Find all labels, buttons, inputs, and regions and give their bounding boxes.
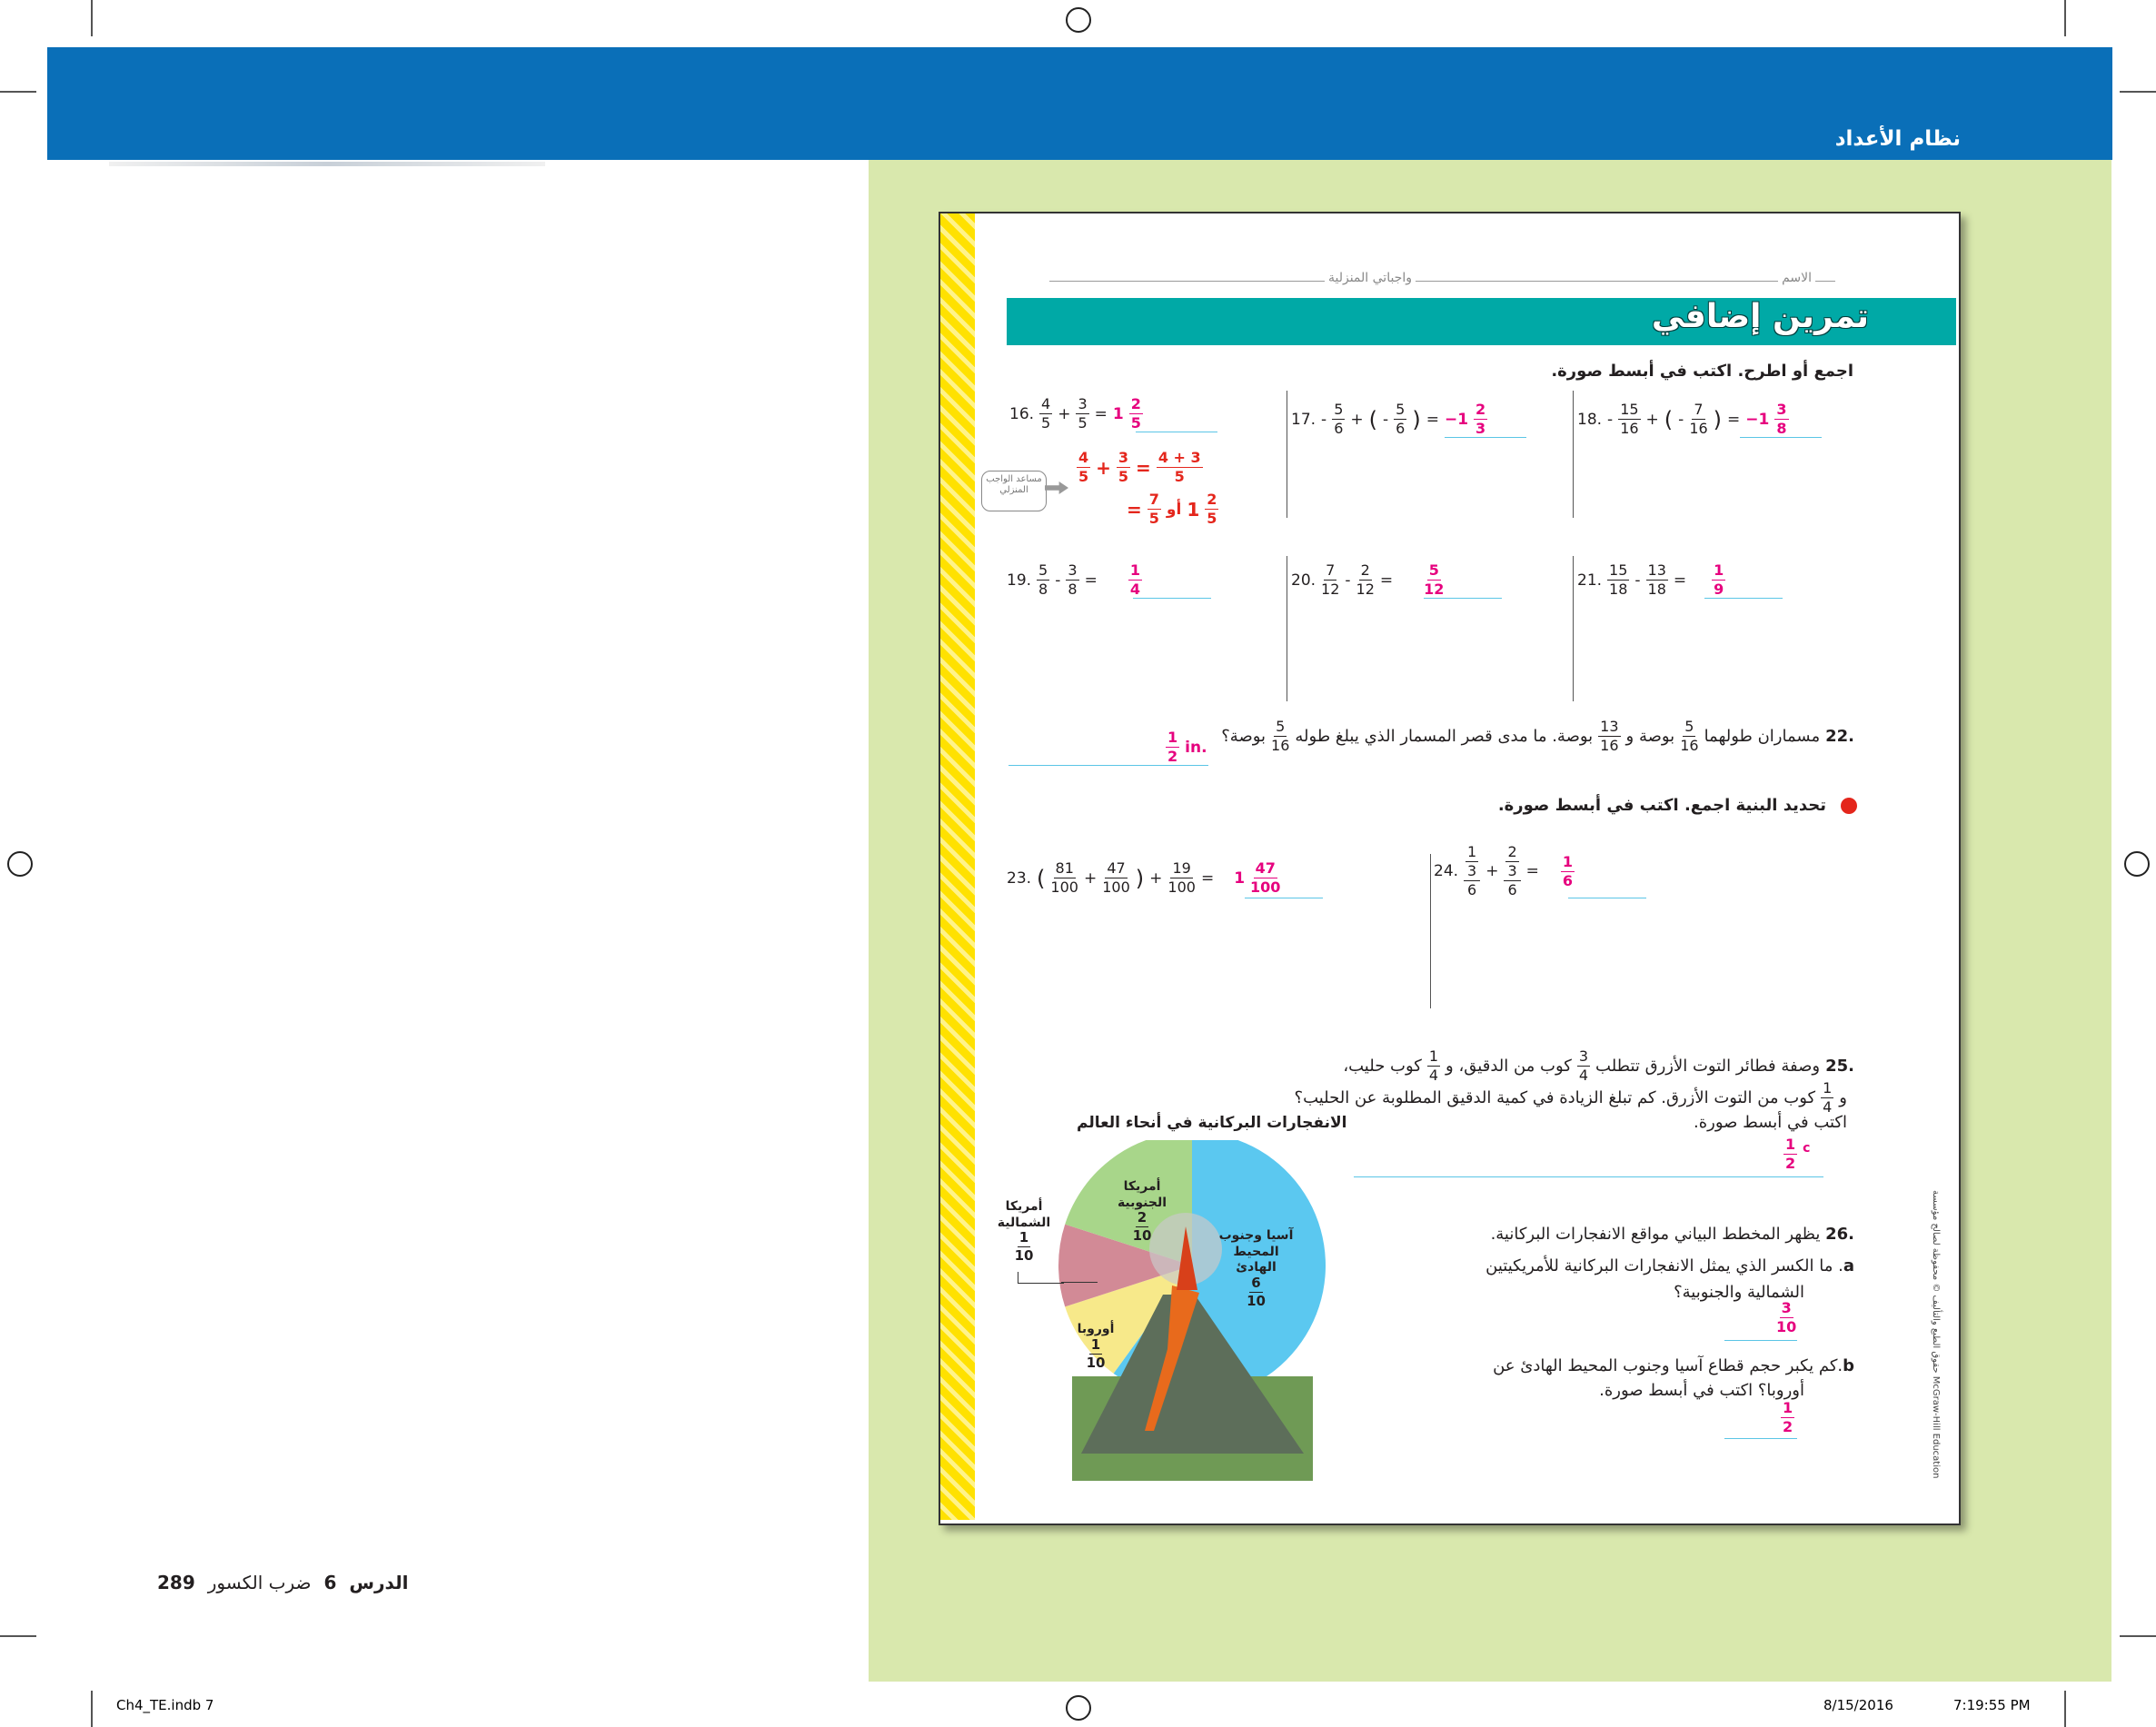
minus-sign: - — [1607, 410, 1614, 429]
part-label: a — [1843, 1256, 1854, 1275]
value-fraction — [1086, 1335, 1106, 1371]
problem-text: كوب من الدقيق، و — [1446, 1057, 1572, 1076]
plus-sign: + — [1083, 868, 1098, 888]
problem-number: 20. — [1291, 571, 1316, 590]
registration-mark-icon — [2124, 851, 2150, 877]
answer-line — [1740, 437, 1822, 438]
numerator: 5 — [1334, 401, 1344, 418]
equals-sign: = — [1426, 410, 1439, 429]
fraction — [1607, 563, 1629, 597]
denominator: 8 — [1776, 420, 1787, 437]
fraction — [1167, 861, 1196, 895]
fraction — [1271, 720, 1289, 753]
numerator: 3 — [1068, 561, 1078, 579]
chart-title: الانفجارات البركانية في أنحاء العالم — [1077, 1114, 1347, 1132]
instruction-structure: تحديد البنية اجمع. اكتب في أبسط صورة. — [1497, 796, 1826, 815]
problem-26a-line2: الشمالية والجنوبية؟ — [1674, 1283, 1804, 1302]
denominator: 5 — [1078, 468, 1089, 485]
denominator: 3 — [1507, 862, 1517, 879]
problem-26 — [1491, 1225, 1854, 1244]
page-number: 289 — [157, 1572, 195, 1593]
answer-fraction — [1774, 402, 1788, 436]
denominator: 2 — [1783, 1418, 1793, 1435]
problem-25-line3: اكتب في أبسط صورة. — [1693, 1113, 1847, 1132]
answer-fraction — [1250, 861, 1280, 895]
value-fraction — [1133, 1211, 1152, 1243]
fraction — [1321, 563, 1339, 597]
denominator: 2 — [1167, 748, 1178, 765]
problem-number: .25 — [1825, 1057, 1854, 1076]
plus-sign: + — [1350, 410, 1364, 429]
denominator: 6 — [1562, 871, 1574, 889]
open-paren: ( — [1368, 406, 1377, 432]
close-paren: ) — [1713, 406, 1723, 432]
numerator: 1 — [1129, 561, 1140, 579]
problem-23 — [1007, 861, 1280, 895]
denominator: 100 — [1250, 878, 1281, 896]
denominator: 16 — [1620, 420, 1639, 437]
instruction-add-subtract: اجمع أو اطرح. اكتب في أبسط صورة. — [1551, 362, 1853, 381]
numerator: 2 — [1507, 843, 1517, 860]
answer-line — [1133, 598, 1211, 599]
numerator: 1 — [1714, 561, 1724, 579]
denominator: 12 — [1424, 581, 1445, 598]
denominator: 6 — [1507, 881, 1517, 898]
plus-sign: + — [1149, 868, 1163, 888]
problem-25-answer — [1783, 1137, 1810, 1171]
numerator: 7 — [1694, 401, 1704, 418]
denominator: 10 — [1086, 1354, 1106, 1371]
equals-sign: = — [1127, 498, 1142, 521]
chapter-title: نظام الأعداد — [1834, 127, 1961, 151]
fraction — [1577, 1049, 1590, 1083]
numerator: 1 — [1467, 843, 1477, 860]
problem-16 — [1009, 397, 1143, 431]
denominator: 4 — [1823, 1098, 1833, 1116]
answer-fraction — [1129, 397, 1143, 431]
problem-number: .26 — [1825, 1225, 1854, 1244]
denominator: 5 — [1207, 510, 1217, 527]
problem-25-line1 — [1343, 1049, 1854, 1083]
answer-unit: c — [1803, 1141, 1811, 1156]
denominator: 5 — [1130, 414, 1141, 432]
answer-whole: −1 — [1745, 410, 1770, 429]
minus-sign: - — [1383, 410, 1389, 429]
equals-sign: = — [1136, 456, 1151, 479]
category-label: آسيا وجنوب المحيط الهادئ — [1218, 1228, 1294, 1275]
crop-mark — [91, 0, 93, 36]
denominator: 9 — [1714, 581, 1724, 598]
denominator: 100 — [1102, 878, 1130, 896]
denominator: 6 — [1396, 420, 1406, 437]
crop-mark — [91, 1691, 93, 1727]
answer-line — [1724, 1340, 1797, 1341]
problem-number: .22 — [1825, 727, 1854, 746]
page-footer — [157, 1572, 408, 1593]
numerator: 3 — [1078, 395, 1088, 412]
open-paren: ( — [1664, 406, 1674, 432]
plus-sign: + — [1645, 410, 1659, 429]
leader-line — [1061, 1282, 1098, 1283]
problem-19 — [1007, 563, 1142, 597]
complex-fraction — [1504, 845, 1520, 898]
denominator: 5 — [1041, 414, 1051, 432]
column-divider — [1430, 854, 1431, 1008]
crop-mark — [2064, 1691, 2066, 1727]
denominator: 5 — [1118, 468, 1129, 485]
numerator: 2 — [1475, 401, 1486, 418]
problem-25-line2 — [1295, 1081, 1847, 1115]
problem-text: بوصة و — [1625, 727, 1675, 746]
numerator: 2 — [1137, 1209, 1148, 1226]
fraction — [1076, 397, 1088, 431]
label-south-america — [1110, 1179, 1174, 1243]
answer-fraction — [1561, 852, 1575, 889]
complex-fraction — [1464, 845, 1480, 898]
registration-mark-icon — [7, 851, 33, 877]
denominator: 3 — [1475, 420, 1486, 437]
category-label: أمريكا الجنوبية — [1117, 1179, 1167, 1210]
value-fraction — [1015, 1231, 1034, 1263]
denominator: 5 — [1174, 468, 1185, 485]
numerator: 3 — [1781, 1299, 1792, 1316]
fraction — [1050, 861, 1078, 895]
copyright-credit: حقوق الطبع والتأليف © محفوظة لصالح مؤسسة McGraw-Hill Education — [1931, 1190, 1941, 1479]
answer-line — [1008, 765, 1208, 766]
chapter-header-band — [47, 47, 2112, 160]
crop-mark — [0, 1635, 36, 1637]
category-label: أمريكا الشمالية — [997, 1199, 1051, 1230]
denominator: 8 — [1068, 581, 1078, 598]
numerator: 5 — [1276, 718, 1286, 735]
problem-26b-answer — [1781, 1401, 1794, 1434]
answer-line — [1704, 598, 1783, 599]
numerator: 5 — [1428, 561, 1439, 579]
numerator: 3 — [1776, 401, 1787, 418]
category-label: أوروبا — [1077, 1322, 1115, 1336]
fraction — [1598, 720, 1620, 753]
numerator: 1 — [1562, 852, 1574, 870]
denominator: 4 — [1578, 1067, 1589, 1084]
answer-whole: 1 — [1234, 868, 1246, 888]
math-practice-icon — [1841, 798, 1857, 814]
close-paren: ) — [1412, 406, 1421, 432]
print-date: 8/15/2016 — [1823, 1697, 1893, 1713]
fraction — [1148, 492, 1161, 526]
inner-fraction — [1505, 845, 1518, 878]
problem-16-work-line1 — [1077, 451, 1203, 484]
plus-sign: + — [1096, 456, 1111, 479]
fraction — [1356, 563, 1375, 597]
denominator: 10 — [1132, 1227, 1152, 1244]
problem-text: يظهر المخطط البياني مواقع الانفجارات البركانية. — [1490, 1225, 1821, 1244]
name-label: الاسم — [1778, 271, 1815, 285]
minus-sign: - — [1321, 410, 1327, 429]
numerator: 1 — [1018, 1229, 1029, 1246]
answer-unit: in. — [1185, 738, 1207, 757]
registration-mark-icon — [1066, 1695, 1091, 1721]
or-word: أو — [1166, 500, 1182, 519]
plus-sign: + — [1058, 404, 1071, 423]
numerator: 6 — [1251, 1274, 1261, 1291]
problem-text: بوصة. ما مدى قصر المسمار الذي يبلغ طوله — [1295, 727, 1594, 746]
answer-fraction — [1712, 563, 1725, 597]
fraction — [1077, 451, 1090, 484]
numerator: 15 — [1620, 401, 1639, 418]
problem-number: 24. — [1434, 862, 1459, 880]
whole-number: 1 — [1187, 498, 1200, 521]
numerator: 13 — [1600, 718, 1619, 735]
denominator: 8 — [1038, 581, 1048, 598]
fraction — [1332, 402, 1345, 436]
open-paren: ( — [1037, 865, 1046, 891]
denominator: 3 — [1467, 862, 1477, 879]
answer-whole: −1 — [1444, 410, 1469, 429]
equals-sign: = — [1200, 868, 1215, 888]
answer-fraction — [1128, 563, 1142, 597]
answer-fraction — [1166, 730, 1179, 764]
problem-21 — [1577, 563, 1725, 597]
denominator: 100 — [1167, 878, 1196, 896]
crop-mark — [0, 91, 36, 93]
answer-line — [1445, 437, 1526, 438]
lesson-title: ضرب الكسور — [207, 1572, 312, 1593]
crop-mark — [2120, 1635, 2156, 1637]
label-europe — [1068, 1322, 1123, 1370]
problem-number: 21. — [1577, 571, 1603, 590]
numerator: 13 — [1647, 561, 1666, 579]
answer-fraction — [1783, 1137, 1797, 1171]
numerator: 7 — [1148, 491, 1159, 508]
homework-helper-bubble: مساعد الواجب المنزلي — [981, 471, 1047, 511]
numerator: 2 — [1207, 491, 1217, 508]
numerator: 5 — [1038, 561, 1048, 579]
problem-17 — [1291, 402, 1487, 436]
fraction — [1037, 563, 1049, 597]
crop-mark — [2120, 91, 2156, 93]
denominator: 10 — [1247, 1292, 1266, 1309]
problem-text: و — [1839, 1088, 1847, 1107]
fraction — [1821, 1081, 1833, 1115]
problem-16-work-line2 — [1127, 492, 1218, 526]
homework-label: واجباتي المنزلية — [1325, 271, 1416, 285]
answer-line — [1354, 1176, 1823, 1177]
problem-number: 18. — [1577, 410, 1603, 429]
value-fraction — [1247, 1276, 1266, 1308]
denominator: 2 — [1785, 1155, 1796, 1172]
file-name: Ch4_TE.indb 7 — [116, 1697, 214, 1713]
numerator: 4 — [1078, 449, 1089, 466]
part-label: b — [1843, 1356, 1854, 1375]
numerator: 1 — [1428, 1047, 1439, 1065]
denominator: 4 — [1428, 1067, 1439, 1084]
numerator — [1464, 845, 1480, 881]
numerator: 47 — [1255, 859, 1276, 877]
fraction — [1117, 451, 1130, 484]
column-divider — [1573, 391, 1574, 518]
answer-line — [1424, 598, 1502, 599]
fraction — [1618, 402, 1640, 436]
equals-sign: = — [1727, 410, 1741, 429]
label-asia-pacific — [1213, 1228, 1299, 1308]
lesson-number: 6 — [323, 1572, 337, 1593]
denominator: 16 — [1600, 737, 1619, 754]
yellow-binding-stripe — [940, 213, 975, 1520]
problem-number: 23. — [1007, 868, 1032, 888]
numerator: 4 — [1041, 395, 1051, 412]
numerator: 19 — [1172, 859, 1191, 877]
denominator: 16 — [1271, 737, 1290, 754]
name-line-2 — [1436, 281, 1835, 282]
problem-number: 16. — [1009, 404, 1035, 423]
problem-22 — [1221, 720, 1854, 753]
numerator: 15 — [1609, 561, 1628, 579]
print-time: 7:19:55 PM — [1953, 1697, 2031, 1713]
fraction — [1205, 492, 1218, 526]
numerator: 3 — [1118, 449, 1129, 466]
numerator: 4 + 3 — [1157, 449, 1201, 466]
minus-sign: - — [1634, 571, 1641, 590]
inner-fraction — [1465, 845, 1478, 878]
close-paren: ) — [1135, 865, 1145, 891]
denominator: 16 — [1680, 737, 1699, 754]
numerator: 2 — [1130, 395, 1141, 412]
numerator: 1 — [1823, 1079, 1833, 1097]
fraction — [1646, 563, 1668, 597]
minus-sign: - — [1345, 571, 1351, 590]
minus-sign: - — [1055, 571, 1061, 590]
problem-26a-answer — [1776, 1301, 1796, 1335]
denominator: 6 — [1334, 420, 1344, 437]
problem-18 — [1577, 402, 1789, 436]
denominator: 16 — [1689, 420, 1708, 437]
fraction — [1680, 720, 1698, 753]
answer-whole: 1 — [1112, 404, 1124, 423]
denominator: 10 — [1776, 1318, 1797, 1335]
crop-mark — [2064, 0, 2066, 36]
problem-24 — [1434, 845, 1575, 898]
numerator: 1 — [1783, 1399, 1793, 1416]
numerator: 3 — [1578, 1047, 1589, 1065]
answer-fraction — [1424, 563, 1444, 597]
leader-line — [1018, 1272, 1064, 1284]
denominator: 5 — [1078, 414, 1088, 432]
problem-text: بوصة؟ — [1221, 727, 1267, 746]
fraction — [1066, 563, 1078, 597]
numerator: 1 — [1167, 729, 1178, 746]
fraction — [1039, 397, 1052, 431]
problem-26a — [1485, 1256, 1854, 1275]
fraction — [1102, 861, 1130, 895]
problem-20 — [1291, 563, 1444, 597]
denominator: 12 — [1321, 581, 1340, 598]
denominator: 18 — [1647, 581, 1666, 598]
denominator: 4 — [1129, 581, 1140, 598]
equals-sign: = — [1525, 862, 1539, 880]
section-title: تمرين إضافي — [1651, 298, 1869, 335]
numerator: 47 — [1107, 859, 1126, 877]
header-shadow — [109, 162, 545, 166]
equals-sign: = — [1094, 404, 1108, 423]
plus-sign: + — [1485, 862, 1499, 880]
lesson-label: الدرس — [349, 1572, 409, 1593]
answer-line — [1724, 1438, 1797, 1439]
problem-text: . ما الكسر الذي يمثل الانفجارات البركانية للأمريكيتين — [1485, 1256, 1843, 1275]
numerator — [1504, 845, 1520, 881]
minus-sign: - — [1678, 410, 1684, 429]
equals-sign: = — [1084, 571, 1098, 590]
problem-text: كوب حليب، — [1343, 1057, 1422, 1076]
registration-mark-icon — [1066, 7, 1091, 33]
problem-26b — [1493, 1356, 1854, 1375]
numerator: 1 — [1090, 1335, 1101, 1353]
fraction — [1689, 402, 1707, 436]
answer-fraction — [1474, 402, 1487, 436]
problem-text: مسماران طولهما — [1704, 727, 1821, 746]
problem-text: كوب من التوت الأزرق. كم تبلغ الزيادة في كمية الدقيق المطلوبة عن الحليب؟ — [1294, 1088, 1816, 1107]
numerator: 7 — [1326, 561, 1336, 579]
numerator: 5 — [1396, 401, 1406, 418]
numerator: 1 — [1785, 1136, 1796, 1153]
problem-number: 17. — [1291, 410, 1316, 429]
problem-number: 19. — [1007, 571, 1032, 590]
denominator: 10 — [1014, 1247, 1034, 1264]
numerator: 2 — [1360, 561, 1370, 579]
denominator: 5 — [1148, 510, 1159, 527]
problem-22-answer — [1166, 730, 1207, 764]
fraction — [1394, 402, 1406, 436]
equals-sign: = — [1673, 571, 1687, 590]
numerator: 81 — [1055, 859, 1074, 877]
problem-text: .كم يكبر حجم قطاع آسيا وجنوب المحيط الهادئ عن — [1493, 1356, 1843, 1375]
problem-26b-line2: أوروبا؟ اكتب في أبسط صورة. — [1599, 1381, 1804, 1400]
denominator: 100 — [1050, 878, 1078, 896]
label-north-america — [992, 1199, 1056, 1263]
column-divider — [1573, 556, 1574, 701]
denominator: 6 — [1467, 881, 1477, 898]
fraction — [1157, 451, 1203, 484]
problem-text: وصفة فطائر التوت الأزرق تتطلب — [1595, 1057, 1821, 1076]
denominator: 12 — [1356, 581, 1375, 598]
fraction — [1427, 1049, 1440, 1083]
equals-sign: = — [1379, 571, 1394, 590]
numerator: 5 — [1684, 718, 1694, 735]
denominator: 18 — [1609, 581, 1628, 598]
